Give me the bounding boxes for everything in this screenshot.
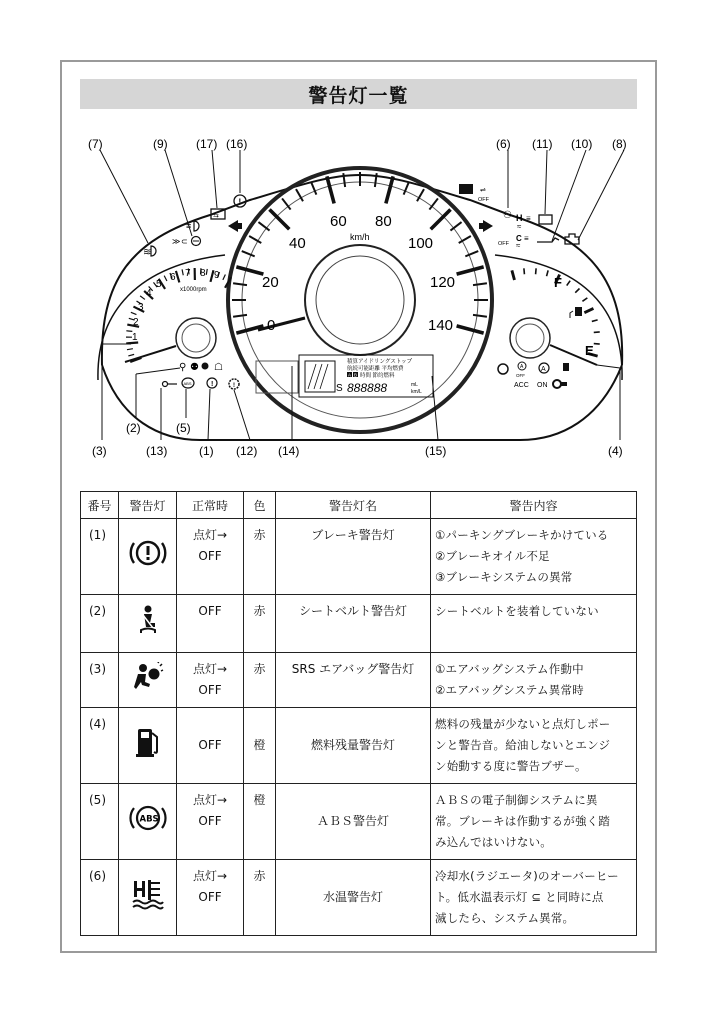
minor-tick (473, 315, 487, 317)
speed-needle (258, 318, 305, 330)
svg-text:H: H (516, 213, 523, 223)
table-header-row (81, 492, 637, 519)
tach-label-7: 7 (185, 268, 191, 279)
tach-unit: x1000rpm (180, 287, 207, 293)
page-title: 警告灯一覧 (80, 79, 637, 109)
major-tick (269, 209, 289, 229)
callout-15: (15) (425, 444, 447, 458)
header-normal: 正常時 (177, 492, 244, 519)
tach-label-6: 6 (170, 272, 176, 283)
table-row (81, 860, 637, 936)
indicator-11-battery-icon (539, 215, 552, 224)
svg-text:ABS: ABS (183, 381, 192, 386)
abs-small-icon (182, 378, 194, 388)
major-tick (210, 270, 213, 282)
indicator-person-icon: ☖ (214, 362, 223, 373)
callout-14: (14) (278, 444, 300, 458)
callout-11: (11) (532, 137, 553, 151)
normal-state: OFF (198, 814, 222, 828)
row-number: (5) (81, 784, 119, 860)
normal-state: OFF (198, 549, 222, 563)
callout-13: (13) (146, 444, 168, 458)
table-row (81, 519, 637, 595)
normal-state: 点灯→ (192, 662, 228, 676)
airbag-small-icon: ⚉ (190, 362, 199, 373)
minor-tick (459, 236, 471, 243)
description-line: ①パーキングブレーキかけている (435, 528, 609, 542)
row-number: (2) (81, 595, 119, 653)
header-description: 警告内容 (431, 492, 637, 519)
water-temp-icon (131, 878, 165, 910)
multi-info-lcd (299, 355, 433, 397)
tach-label-2: 2 (133, 317, 139, 328)
normal-state: OFF (198, 604, 222, 618)
svg-text:⇌: ⇌ (480, 187, 486, 194)
header-name: 警告灯名 (276, 492, 431, 519)
svg-text:ABS: ABS (139, 814, 159, 825)
minor-tick (594, 344, 600, 345)
srs-airbag-icon (132, 662, 164, 692)
auto-off-icon (516, 362, 526, 378)
callout-2: (2) (126, 421, 141, 435)
svg-text:⊂: ⊂ (181, 237, 188, 246)
minor-tick (182, 269, 183, 275)
indicator-off-icon-a (478, 187, 490, 203)
svg-text:⇆: ⇆ (213, 212, 219, 220)
speed-label-20: 20 (262, 274, 279, 291)
indicator-7-icon (143, 246, 156, 258)
lamp-name: シートベルト警告灯 (276, 595, 431, 653)
description-line: ②ブレーキオイル不足 (435, 549, 550, 563)
tach-label-1: 1 (132, 332, 138, 343)
description-line: ③ブレーキシステムの異常 (435, 570, 573, 584)
callout-5: (5) (176, 421, 191, 435)
minor-tick (594, 332, 600, 333)
callout-3: (3) (92, 444, 107, 458)
svg-text:OFF: OFF (516, 373, 525, 378)
brake-warning-icon (128, 536, 168, 570)
normal-state: OFF (198, 738, 222, 752)
svg-text:≋: ≋ (143, 247, 152, 258)
description-line: 冷却水(ラジエータ)のオーバーヒー (435, 869, 619, 883)
minor-tick (536, 268, 537, 274)
description-line: ト。低水温表示灯 ⊆ と同時に点 (435, 890, 604, 904)
key-small-icon (163, 382, 178, 387)
lamp-color: 橙 (244, 708, 276, 784)
speed-label-80: 80 (375, 213, 392, 230)
tach-label-3: 3 (138, 302, 144, 313)
fuel-small-icon (563, 363, 569, 371)
svg-text:!: ! (233, 383, 235, 389)
normal-state: OFF (198, 890, 222, 904)
indicator-9-icon (172, 237, 201, 247)
key-indicator-icon (553, 380, 567, 388)
callout-7: (7) (88, 137, 103, 151)
tach-label-8: 8 (200, 268, 206, 279)
normal-state: OFF (198, 683, 222, 697)
indicator-10-oil-icon (537, 238, 559, 242)
major-tick (584, 308, 593, 312)
description-line: ＡＢＳの電子制御システムに異 (435, 793, 598, 807)
callout-1: (1) (199, 444, 214, 458)
acc-label: ACC (514, 382, 529, 389)
major-tick (176, 271, 179, 282)
dashboard-diagram (60, 128, 657, 468)
table-row (81, 653, 637, 708)
lamp-color: 橙 (244, 784, 276, 860)
svg-text:OFF: OFF (478, 197, 489, 203)
abs-warning-icon (127, 802, 169, 834)
normal-state: 点灯→ (192, 793, 228, 807)
lamp-color: 赤 (244, 653, 276, 708)
svg-text:≈: ≈ (517, 222, 522, 231)
row-number: (1) (81, 519, 119, 595)
speedometer-ticks (232, 172, 488, 333)
indicator-8-engine-icon (565, 234, 579, 244)
description-line: ②エアバッグシステム異常時 (435, 683, 584, 697)
svg-text:時間 節約燃料: 時間 節約燃料 (360, 373, 395, 379)
indicator-dot-icon (202, 363, 209, 370)
major-tick (236, 267, 263, 274)
normal-state: 点灯→ (192, 869, 228, 883)
description-line: み込んではいけない。 (435, 835, 552, 849)
lamp-name: SRS エアバッグ警告灯 (276, 653, 431, 708)
svg-text:A: A (520, 364, 524, 370)
minor-tick (233, 315, 247, 317)
svg-text:航続可能距離 平均燃費: 航続可能距離 平均燃費 (347, 366, 404, 372)
lamp-name: ＡＢＳ警告灯 (276, 784, 431, 860)
svg-text:A: A (541, 366, 546, 373)
minor-tick (582, 298, 587, 301)
speed-label-0: 0 (267, 317, 276, 334)
minor-tick (206, 269, 207, 275)
description-line: 常。ブレーキは作動するが強く踏 (435, 814, 611, 828)
speed-unit: km/h (350, 232, 370, 242)
callout-16: (16) (226, 137, 248, 151)
callout-6: (6) (496, 137, 511, 151)
header-color: 色 (244, 492, 276, 519)
warning-light-table (80, 491, 637, 936)
water-temp-small-icon (516, 213, 531, 231)
callout-10: (10) (571, 137, 593, 151)
description-line: ン始動する度に警告ブザー。 (435, 759, 587, 773)
minor-tick (223, 274, 226, 279)
lamp-name: ブレーキ警告灯 (276, 519, 431, 595)
svg-text:⚇: ⚇ (503, 210, 512, 221)
minor-tick (592, 320, 598, 322)
minor-tick (473, 283, 487, 285)
header-number: 番号 (81, 492, 119, 519)
fuel-full-label: F (554, 275, 562, 290)
minor-tick (524, 268, 525, 274)
row-number: (3) (81, 653, 119, 708)
minor-tick (140, 296, 145, 300)
on-label: ON (537, 382, 548, 389)
svg-text:OFF: OFF (498, 241, 509, 247)
low-water-temp-small-icon (516, 234, 529, 250)
major-tick (386, 176, 393, 203)
seatbelt-small-icon: ⚲ (179, 362, 187, 373)
tach-label-4: 4 (146, 288, 152, 299)
major-tick (431, 209, 451, 229)
svg-text:≡: ≡ (524, 234, 529, 243)
tach-label-5: 5 (156, 279, 162, 290)
major-tick (327, 176, 334, 203)
svg-text:888888: 888888 (347, 381, 388, 395)
svg-text:!: ! (238, 197, 242, 207)
lamp-color: 赤 (244, 595, 276, 653)
callout-9: (9) (153, 137, 168, 151)
major-tick (457, 326, 484, 333)
seatbelt-warning-icon (133, 603, 163, 637)
svg-text:B: B (354, 372, 358, 378)
table-row (81, 784, 637, 860)
minor-tick (128, 354, 134, 356)
lamp-name: 水温警告灯 (276, 860, 431, 936)
row-number: (6) (81, 860, 119, 936)
minor-tick (131, 312, 137, 314)
indicator-12-gear-icon (229, 379, 239, 389)
lcd-panel-icon (459, 184, 473, 194)
svg-text:km/L: km/L (411, 389, 422, 395)
callout-4: (4) (608, 444, 623, 458)
svg-text:C: C (516, 234, 522, 243)
lamp-name: 燃料残量警告灯 (276, 708, 431, 784)
description-line: ①エアバッグシステム作動中 (435, 662, 584, 676)
indicator-16-icon (234, 195, 246, 207)
row-number: (4) (81, 708, 119, 784)
table-row (81, 595, 637, 653)
table-row (81, 708, 637, 784)
minor-tick (233, 283, 247, 285)
major-tick (457, 267, 484, 274)
svg-text:≡: ≡ (526, 214, 531, 223)
description-line: 滅したら、システム異常。 (435, 911, 575, 925)
lamp-color: 赤 (244, 860, 276, 936)
svg-text:A: A (348, 372, 352, 378)
fuel-gauge-pump-icon (570, 307, 582, 318)
tach-label-9: 9 (214, 270, 220, 281)
svg-text:mL: mL (411, 382, 418, 388)
svg-text:S: S (336, 383, 343, 394)
svg-text:!: ! (211, 381, 214, 388)
speed-label-140: 140 (428, 317, 454, 334)
minor-tick (249, 236, 261, 243)
normal-state: 点灯→ (192, 528, 228, 542)
fuel-pump-icon (133, 725, 163, 759)
description-line: 燃料の残量が少ないと点灯しポー (435, 717, 611, 731)
speed-label-120: 120 (430, 274, 456, 291)
callout-17: (17) (196, 137, 218, 151)
minor-tick (164, 276, 167, 281)
indicator-circle-icon (498, 364, 508, 374)
minor-tick (417, 189, 424, 201)
callout-8: (8) (612, 137, 627, 151)
description-line: ンと警告音。給油しないとエンジ (435, 738, 611, 752)
description-line: シートベルトを装着していない (435, 604, 599, 618)
callout-12: (12) (236, 444, 258, 458)
minor-tick (567, 281, 570, 286)
minor-tick (547, 270, 549, 276)
indicator-6-icon (498, 210, 512, 247)
fuel-empty-label: E (585, 343, 594, 358)
auto-icon (539, 363, 549, 373)
header-icon: 警告灯 (119, 492, 177, 519)
svg-text:≡: ≡ (186, 221, 192, 231)
svg-text:≫: ≫ (172, 237, 181, 246)
lamp-color: 赤 (244, 519, 276, 595)
svg-text:積算アイドリングストップ: 積算アイドリングストップ (347, 359, 413, 365)
speed-label-60: 60 (330, 213, 347, 230)
minor-tick (296, 189, 303, 201)
minor-tick (575, 289, 579, 293)
minor-tick (127, 349, 133, 350)
speed-label-40: 40 (289, 235, 306, 252)
major-tick (512, 270, 515, 280)
brake-small-icon (207, 378, 217, 388)
speed-label-100: 100 (408, 235, 434, 252)
svg-text:≈: ≈ (516, 241, 521, 250)
